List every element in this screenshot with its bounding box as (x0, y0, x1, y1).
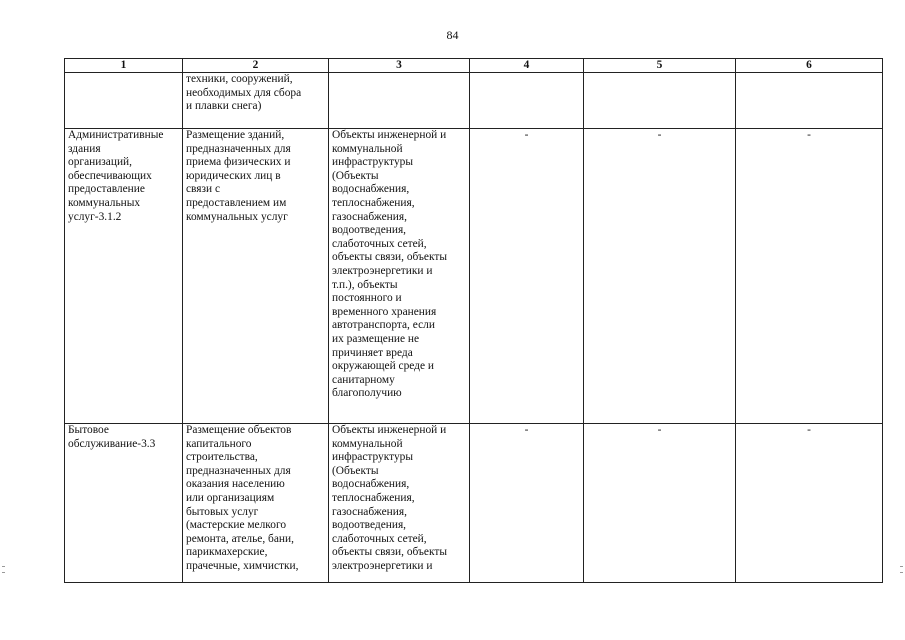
table-cell (65, 424, 183, 583)
table-row (65, 129, 883, 424)
table-cell (584, 129, 736, 424)
land-use-description: Размещение объектов капитального строительства, предназначенных для оказания населению или организациям бытовых услуг (мастерские мелкого ремонта, ателье, бани, парикмахерские, прачечные, химчистки, (186, 424, 299, 572)
scan-margin-mark (2, 572, 5, 573)
column-header: 6 (736, 59, 883, 73)
column-header: 5 (584, 59, 736, 73)
table-row (65, 73, 883, 129)
scan-margin-mark (900, 572, 903, 573)
table-cell (183, 424, 329, 583)
dash-value: - (657, 424, 662, 436)
table-cell (736, 73, 883, 129)
table-cell (736, 129, 883, 424)
table-cell (470, 129, 584, 424)
column-header: 2 (183, 59, 329, 73)
dash-value: - (524, 424, 529, 436)
table-cell (584, 73, 736, 129)
land-use-description: Размещение зданий, предназначенных для приема физических и юридических лиц в связи с предоставлением им коммунальных услуг (186, 129, 291, 223)
column-header: 1 (65, 59, 183, 73)
land-use-table (64, 58, 883, 583)
column-header: 3 (329, 59, 470, 73)
table-header-row (65, 59, 883, 73)
column-header: 4 (470, 59, 584, 73)
page-number: 84 (446, 28, 459, 42)
table-cell (183, 73, 329, 129)
table-cell (329, 424, 470, 583)
dash-value: - (524, 129, 529, 141)
table-cell (329, 129, 470, 424)
table-cell (470, 424, 584, 583)
dash-value: - (807, 129, 811, 141)
dash-value: - (657, 129, 662, 141)
table-cell (736, 424, 883, 583)
scan-margin-mark (2, 566, 5, 567)
table-cell (183, 129, 329, 424)
auxiliary-objects: Объекты инженерной и коммунальной инфраструктуры (Объекты водоснабжения, теплоснабжения, газоснабжения, водоотведения, слаботочных сетей, объекты связи, объекты электроэнергетики и т.п.), объекты постоянного и временного хранения автотранспорта, если их размещение не причиняет вреда окружающей среде и санитарному благополучию (332, 129, 447, 400)
table-row (65, 424, 883, 583)
table-cell (65, 129, 183, 424)
land-use-type: Административные здания организаций, обеспечивающих предоставление коммунальных услуг-3.1.2 (68, 129, 164, 223)
table-cell (470, 73, 584, 129)
table-cell (584, 424, 736, 583)
scan-margin-mark (900, 566, 903, 567)
land-use-type: Бытовое обслуживание-3.3 (68, 424, 156, 450)
dash-value: - (807, 424, 811, 436)
table-cell (65, 73, 183, 129)
auxiliary-objects: Объекты инженерной и коммунальной инфраструктуры (Объекты водоснабжения, теплоснабжения, газоснабжения, водоотведения, слаботочных сетей, объекты связи, объекты электроэнергетики и (332, 424, 447, 572)
cell-text: техники, сооружений, необходимых для сбора и плавки снега) (186, 73, 302, 113)
table-cell (329, 73, 470, 129)
